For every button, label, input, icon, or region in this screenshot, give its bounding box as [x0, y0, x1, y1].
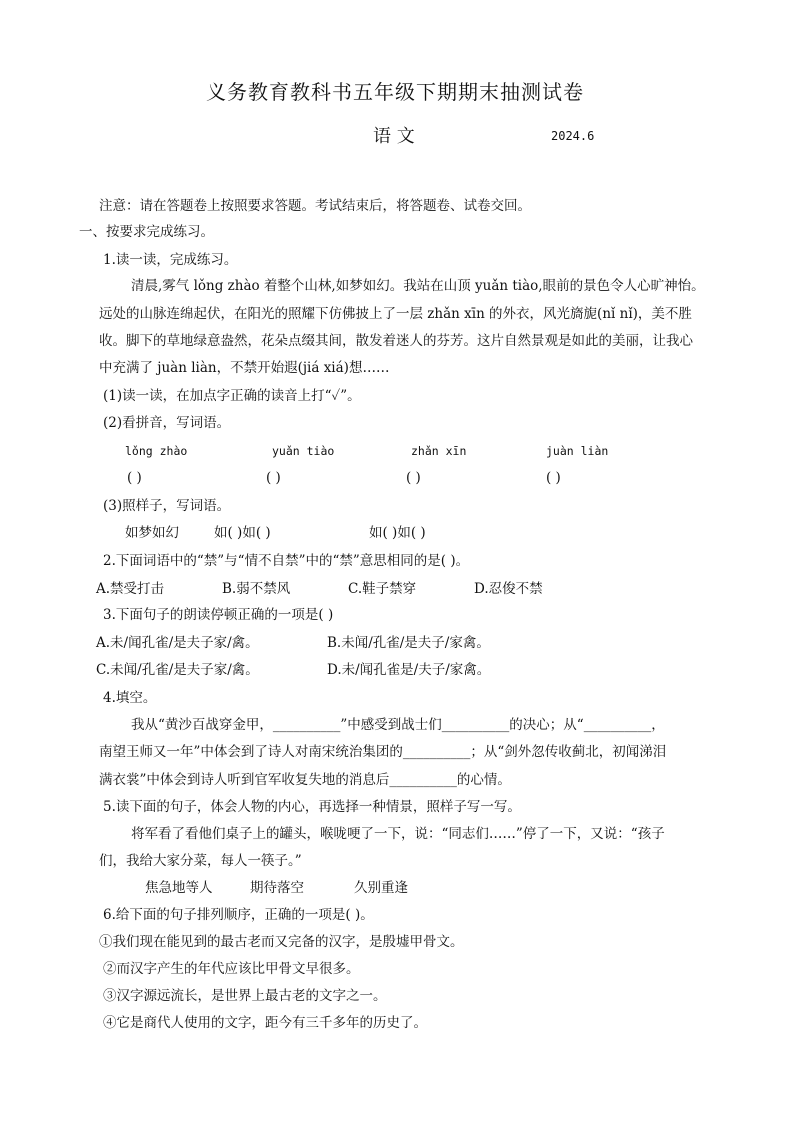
q6-heading: 6.给下面的句子排列顺序，正确的一项是( )。 — [103, 907, 374, 923]
q4-heading: 4.填空。 — [103, 690, 157, 706]
answer-blank-4[interactable]: ( ) — [546, 470, 561, 486]
q5-line-1: 将军看了看他们桌子上的罐头，喉咙哽了一下，说：“同志们……”停了一下，又说：“孩子 — [131, 826, 665, 842]
q6-item-2: ②而汉字产生的年代应该比甲骨文早很多。 — [103, 961, 360, 977]
answer-blank-3[interactable]: ( ) — [406, 470, 421, 486]
q1-passage-line-3: 收。脚下的草地绿意盎然，花朵点缀其间，散发着迷人的芬芳。这片自然景观是如此的美丽，让我心 — [99, 333, 693, 349]
q4-line-1: 我从“黄沙百战穿金甲，__________”中感受到战士们__________的决心；从“__________， — [131, 717, 665, 733]
q3-question: 3.下面句子的朗读停顿正确的一项是( ) — [103, 607, 334, 623]
section-heading: 一、按要求完成练习。 — [79, 224, 214, 240]
q6-item-1: ①我们现在能见到的最古老而又完备的汉字，是殷墟甲骨文。 — [99, 934, 464, 950]
q3-option-a[interactable]: A.未/闻孔雀/是夫子家/禽。 — [96, 635, 259, 651]
q6-item-3: ③汉字源远流长，是世界上最古老的文字之一。 — [103, 988, 387, 1004]
q1-passage-line-2: 远处的山脉连绵起伏，在阳光的照耀下仿佛披上了一层 zhǎn xīn 的外衣，风光旖旎(nǐ nǐ)，美不胜 — [99, 306, 692, 322]
pinyin-3: zhǎn xīn — [411, 444, 467, 458]
exam-title: 义务教育教科书五年级下期期末抽测试卷 — [206, 80, 584, 104]
q2-option-c[interactable]: C.鞋子禁穿 — [348, 581, 417, 597]
q3-option-b[interactable]: B.未闻/孔雀/是夫子/家禽。 — [327, 635, 490, 651]
q2-option-b[interactable]: B.弱不禁风 — [222, 581, 291, 597]
q5-line-2: 们，我给大家分菜，每人一筷子。” — [99, 853, 302, 869]
pinyin-1: lǒng zhào — [125, 444, 188, 458]
q1-passage-line-4: 中充满了 juàn liàn，不禁开始遐(jiá xiá)想…… — [99, 360, 390, 376]
pattern-blank-2[interactable]: 如( )如( ) — [369, 525, 426, 541]
q5-scenario-3: 久别重逢 — [354, 880, 408, 896]
q1-passage-line-1: 清晨,雾气 lǒng zhào 着整个山林,如梦如幻。我站在山顶 yuǎn tiào,眼前的景色令人心旷神怡。 — [131, 278, 705, 294]
pinyin-2: yuǎn tiào — [272, 444, 335, 458]
q1-sub2: (2)看拼音，写词语。 — [103, 415, 231, 431]
pinyin-4: juàn liàn — [546, 444, 609, 458]
answer-blank-2[interactable]: ( ) — [266, 470, 281, 486]
example-word: 如梦如幻 — [125, 525, 179, 541]
q3-option-c[interactable]: C.未闻/孔雀/是夫子家/禽。 — [96, 662, 259, 678]
q1-heading: 1.读一读，完成练习。 — [103, 252, 238, 268]
answer-blank-1[interactable]: ( ) — [127, 470, 142, 486]
q3-option-d[interactable]: D.未/闻孔雀是/夫子/家禽。 — [327, 662, 491, 678]
q2-option-d[interactable]: D.忍俊不禁 — [474, 581, 543, 597]
q2-question: 2.下面词语中的“禁”与“情不自禁”中的“禁”意思相同的是( )。 — [103, 553, 470, 569]
exam-date: 2024.6 — [551, 129, 595, 143]
q1-sub3: (3)照样子，写词语。 — [103, 498, 231, 514]
q5-scenario-1: 焦急地等人 — [145, 880, 213, 896]
q5-scenario-2: 期待落空 — [250, 880, 304, 896]
q6-item-4: ④它是商代人使用的文字，距今有三千多年的历史了。 — [103, 1015, 427, 1031]
subject-label: 语 文 — [373, 126, 415, 147]
q5-heading: 5.读下面的句子，体会人物的内心，再选择一种情景，照样子写一写。 — [103, 799, 521, 815]
q1-sub1: (1)读一读，在加点字正确的读音上打“✓”。 — [103, 388, 361, 404]
q2-option-a[interactable]: A.禁受打击 — [96, 581, 165, 597]
exam-notice: 注意：请在答题卷上按照要求答题。考试结束后，将答题卷、试卷交回。 — [99, 198, 531, 214]
q4-line-3: 满衣裳”中体会到诗人听到官军收复失地的消息后__________的心情。 — [99, 772, 511, 788]
q4-line-2: 南望王师又一年”中体会到了诗人对南宋统治集团的__________；从“剑外忽传收蓟北，初闻涕泪 — [99, 744, 667, 760]
pattern-blank-1[interactable]: 如( )如( ) — [214, 525, 271, 541]
